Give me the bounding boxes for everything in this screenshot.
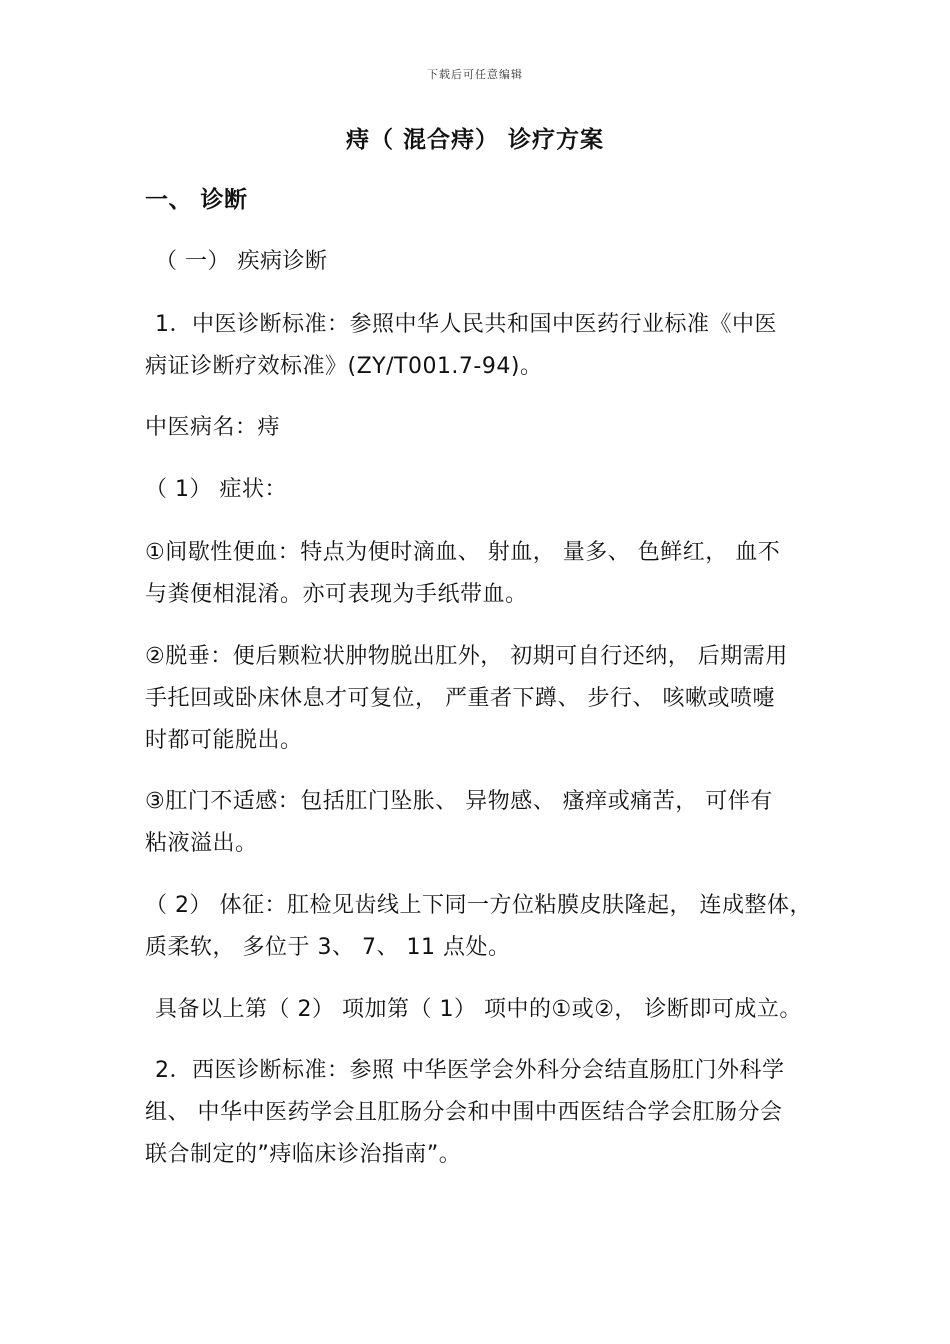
paragraph-line: 病证诊断疗效标准》(ZY/T001.7-94)。: [145, 354, 543, 379]
paragraph-line: 联合制定的”痔临床诊治指南”。: [145, 1142, 462, 1167]
paragraph-line: 1．中医诊断标准：参照中华人民共和国中医药行业标准《中医: [155, 312, 777, 337]
paragraph-line: （ 2） 体征：肛检见齿线上下同一方位粘膜皮肤隆起， 连成整体，: [145, 893, 812, 918]
header-note: 下载后可任意编辑: [427, 68, 523, 81]
paragraph-line: （ 1） 症状：: [145, 477, 287, 502]
paragraph-line: 与粪便相混淆。亦可表现为手纸带血。: [145, 582, 528, 607]
paragraph-line: 中医病名：痔: [145, 415, 281, 440]
paragraph-line: 组、 中华中医药学会且肛肠分会和中围中西医结合学会肛肠分会: [145, 1100, 783, 1125]
document-title: 痔（ 混合痔） 诊疗方案: [345, 127, 604, 153]
paragraph-line: 手托回或卧床休息才可复位， 严重者下蹲、 步行、 咳嗽或喷嚏: [145, 686, 775, 711]
paragraph-line: ②脱垂：便后颗粒状肿物脱出肛外， 初期可自行还纳， 后期需用: [145, 644, 788, 669]
paragraph-line: 具备以上第（ 2） 项加第（ 1） 项中的①或②， 诊断即可成立。: [155, 997, 802, 1022]
section-heading-diagnosis: 一、 诊断: [145, 187, 248, 213]
paragraph-line: ①间歇性便血：特点为便时滴血、 射血， 量多、 色鲜红， 血不: [145, 540, 781, 565]
paragraph-line: 时都可能脱出。: [145, 728, 303, 753]
subsection-heading-disease-diagnosis: （ 一） 疾病诊断: [155, 249, 328, 274]
paragraph-line: ③肛门不适感：包括肛门坠胀、 异物感、 瘙痒或痛苦， 可伴有: [145, 789, 773, 814]
paragraph-line: 质柔软， 多位于 3、 7、 11 点处。: [145, 935, 511, 960]
paragraph-line: 粘液溢出。: [145, 831, 258, 856]
paragraph-line: 2．西医诊断标准：参照 中华医学会外科分会结直肠肛门外科学: [155, 1058, 785, 1083]
